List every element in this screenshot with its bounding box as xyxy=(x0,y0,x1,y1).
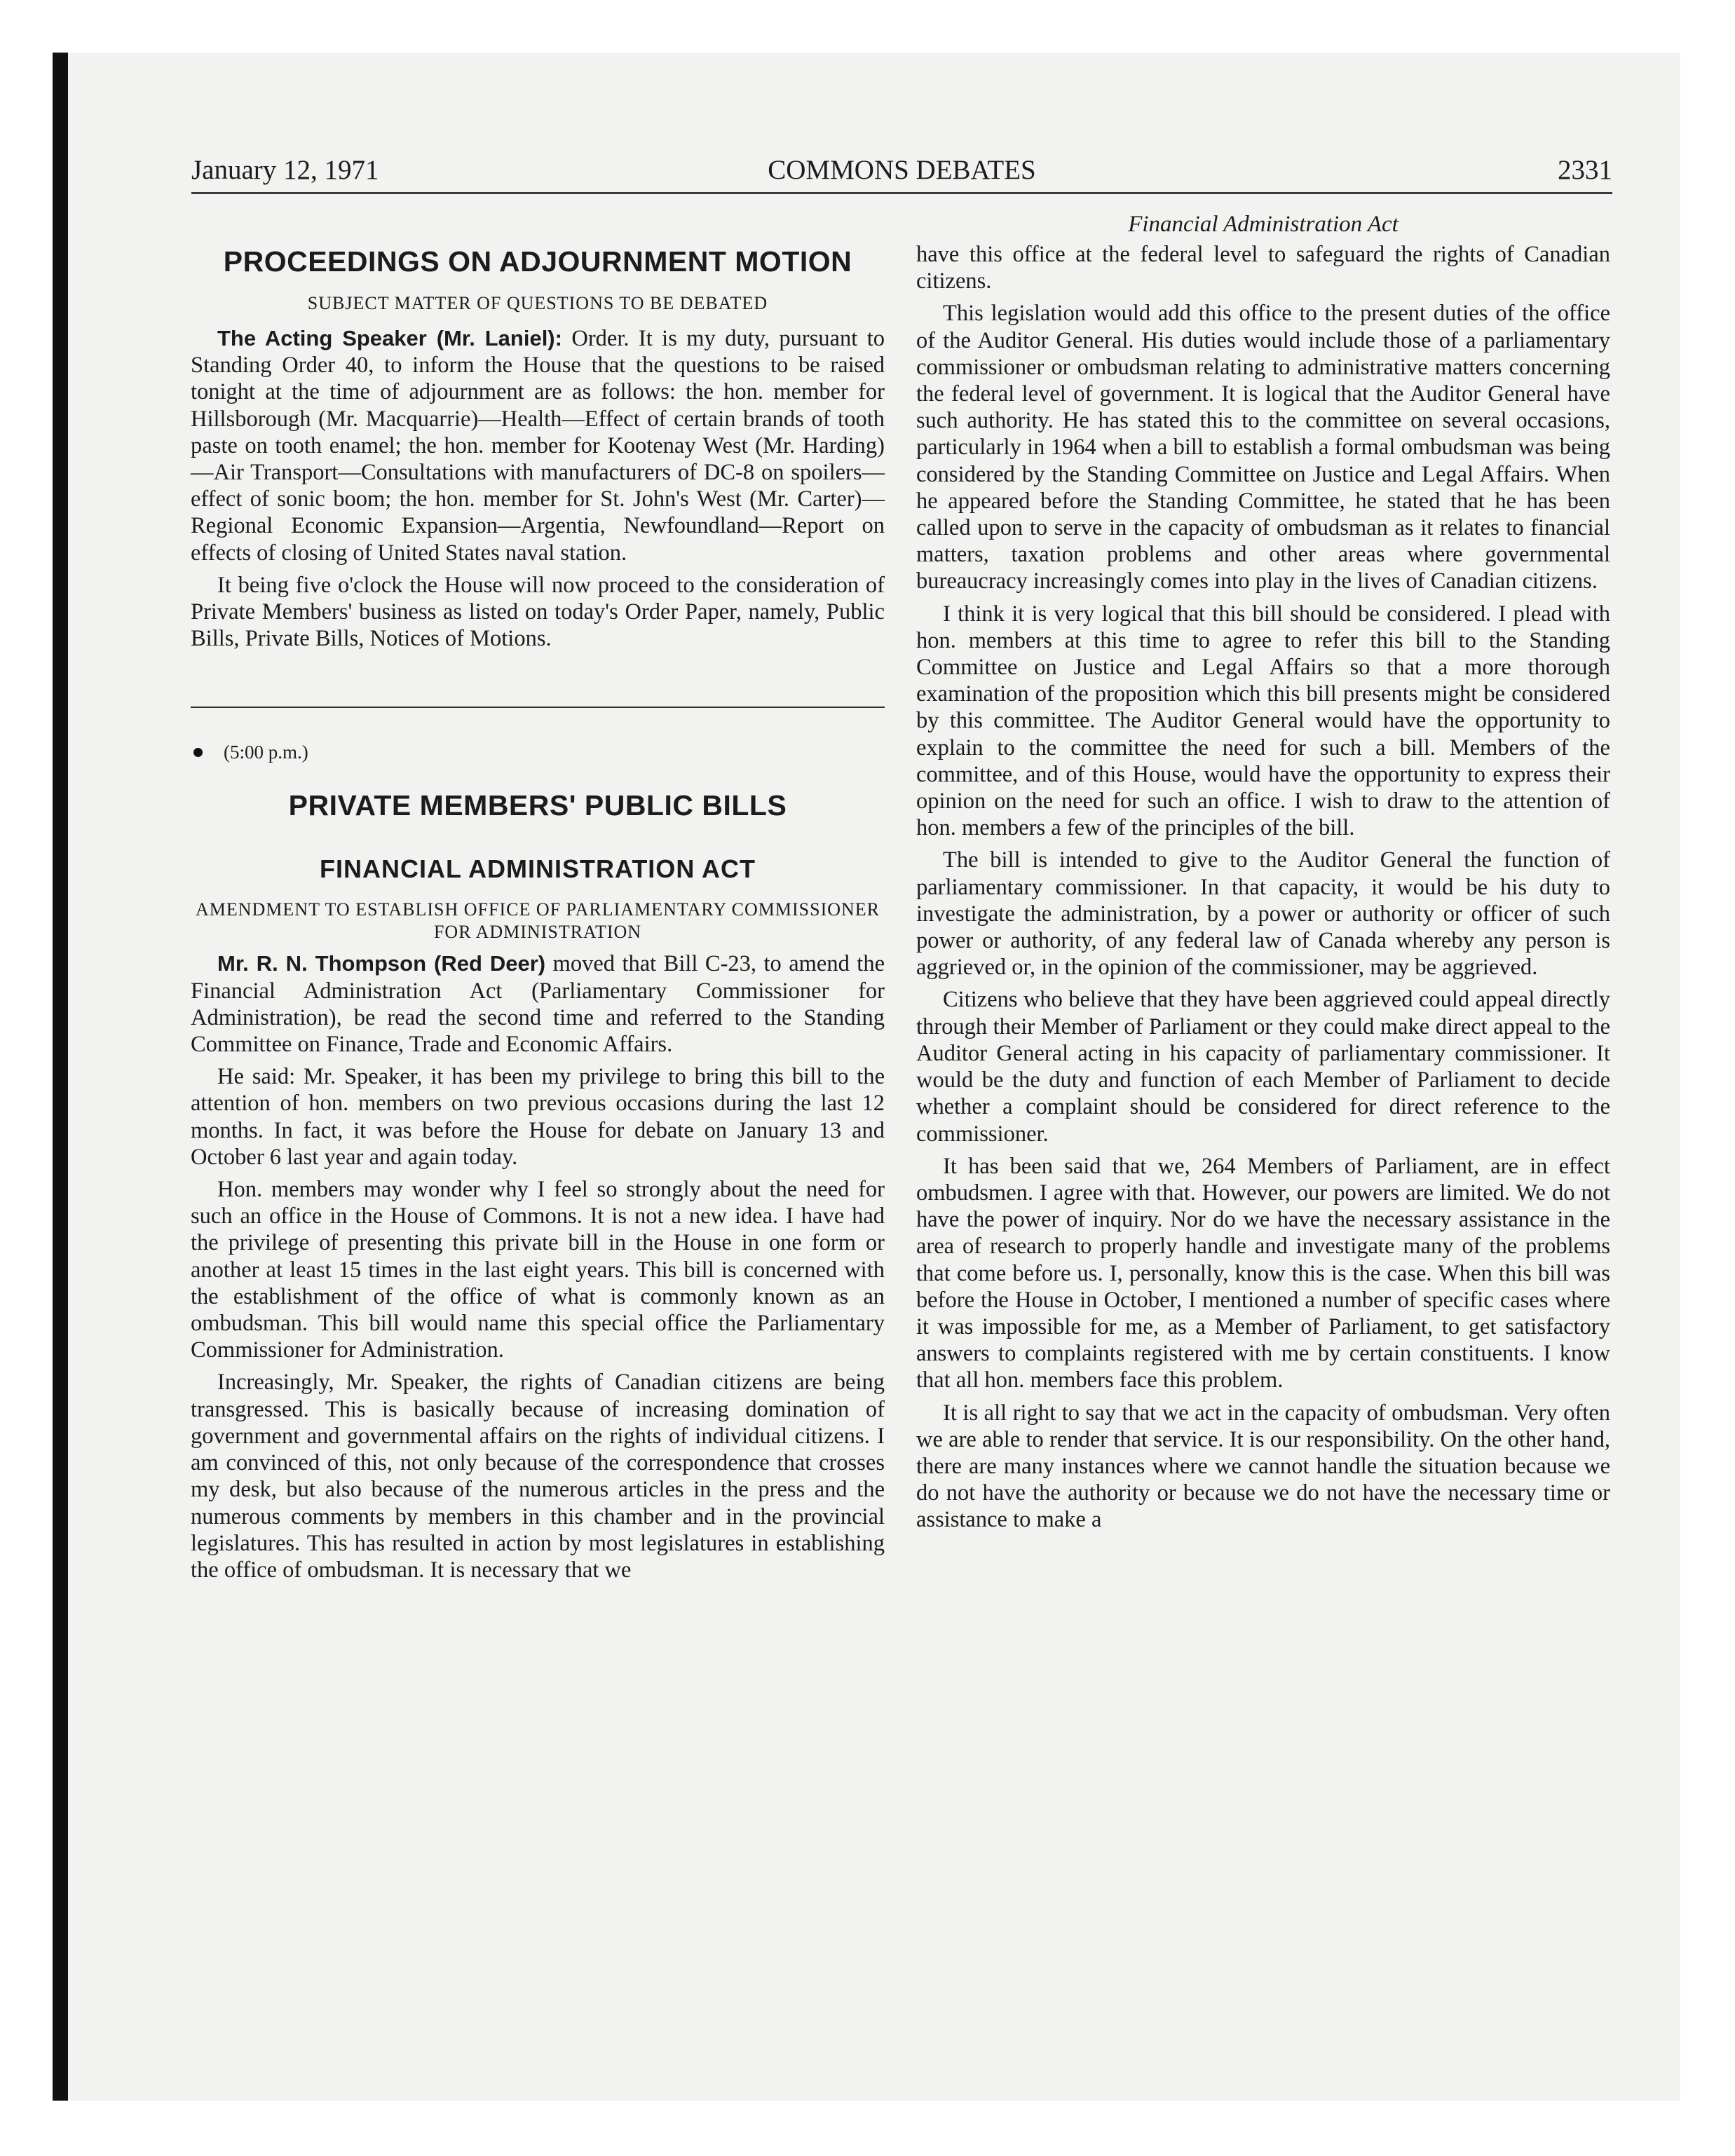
scan-edge xyxy=(53,53,68,2101)
speaker-name: Mr. R. N. Thompson (Red Deer) xyxy=(217,951,546,976)
paragraph-text: Order. It is my duty, pursuant to Standing Order 40, to inform the House that the questions to be raised tonight at the time of adjournment are as follows: the hon. member for Hillsborough (Mr. Macquarrie)—Health—Effect of certain brands of tooth paste on tooth enamel; the hon. member for Kootenay West (Mr. Harding)—Air Transport—Consultations with manufacturers of DC-8 on spoilers—effect of sonic boom; the hon. member for St. John's West (Mr. Carter)—Regional Economic Expansion—Argentia, Newfoundland—Report on effects of closing of United States naval station. xyxy=(191,326,885,566)
bullet-icon xyxy=(193,748,203,757)
paragraph xyxy=(191,950,885,1058)
paragraph: The bill is intended to give to the Auditor General the function of parliamentary commissioner. In that capacity, it would be his duty to investigate the administration, by a power or authority or officer of such power or authority, of any federal law of Canada whereby any person is aggrieved or, in the opinion of the commissioner, may be aggrieved. xyxy=(916,847,1610,981)
paragraph: I think it is very logical that this bill should be considered. I plead with hon. members at this time to agree to refer this bill to the Standing Committee on Justice and Legal Affairs so that a more thorough examination of the proposition which this bill presents might be considered by this committee. The Auditor General would have the opportunity to explain to the committee the need for such a bill. Members of the committee, and of this House, would have the opportunity to express their opinion on the need for such an office. I wish to draw to the attention of hon. members a few of the principles of the bill. xyxy=(916,601,1610,841)
right-column xyxy=(916,210,1610,1539)
amendment-line: AMENDMENT TO ESTABLISH OFFICE OF PARLIAMENTARY COMMISSIONER FOR ADMINISTRATION xyxy=(195,899,880,943)
time-marker xyxy=(191,740,885,764)
time-text: (5:00 p.m.) xyxy=(224,742,308,763)
header-title: COMMONS DEBATES xyxy=(768,155,1036,185)
paragraph: It has been said that we, 264 Members of Parliament, are in effect ombudsmen. I agree with that. However, our powers are limited. We do not have the power of inquiry. Nor do we have the necessary assistance in the area of research to properly handle and investigate many of the problems that come before us. I, personally, know this is the case. When this bill was before the House in October, I mentioned a number of specific cases where it was impossible for me, as a Member of Parliament, to get satisfactory answers to complaints registered with me by certain constituents. I know that all hon. members face this problem. xyxy=(916,1153,1610,1393)
header-date: January 12, 1971 xyxy=(191,155,379,185)
paragraph: It being five o'clock the House will now proceed to the consideration of Private Members' business as listed on today's Order Paper, namely, Public Bills, Private Bills, Notices of Motions. xyxy=(191,572,885,652)
paragraph xyxy=(191,325,885,566)
speaker-name: The Acting Speaker (Mr. Laniel): xyxy=(217,326,562,350)
act-heading: FINANCIAL ADMINISTRATION ACT xyxy=(320,854,756,884)
paragraph: have this office at the federal level to safeguard the rights of Canadian citizens. xyxy=(916,242,1610,294)
bills-heading: PRIVATE MEMBERS' PUBLIC BILLS xyxy=(288,789,787,822)
paragraph: It is all right to say that we act in the capacity of ombudsman. Very often we are able to render that service. It is our responsibility. On the other hand, there are many instances where we cannot handle the situation because we do not have the authority or because we do not have the necessary time or assistance to make a xyxy=(916,1400,1610,1533)
divider xyxy=(191,707,885,708)
subject-line: SUBJECT MATTER OF QUESTIONS TO BE DEBATED xyxy=(307,293,768,313)
header-page-number: 2331 xyxy=(1558,155,1612,185)
paragraph: Hon. members may wonder why I feel so strongly about the need for such an office in the House of Commons. It is not a new idea. I have had the privilege of presenting this private bill in the House in one form or another at least 15 times in the last eight years. This bill is concerned with the establishment of the office of what is commonly known as an ombudsman. This bill would name this special office the Parliamentary Commissioner for Administration. xyxy=(191,1177,885,1363)
paragraph: Citizens who believe that they have been aggrieved could appeal directly through their Member of Parliament or they could make direct appeal to the Auditor General acting in his capacity of parliamentary commissioner. It would be the duty and function of each Member of Parliament to decide whether a complaint should be considered for direct reference to the commissioner. xyxy=(916,987,1610,1147)
paragraph: This legislation would add this office to the present duties of the office of the Auditor General. His duties would include those of a parliamentary commissioner or ombudsman relating to administrative matters concerning the federal level of government. It is logical that the Auditor General have such authority. He has stated this to the committee on several occasions, particularly in 1964 when a bill to establish a formal ombudsman was being considered by the Standing Committee on Justice and Legal Affairs. When he appeared before the Standing Committee, he stated that he has been called upon to serve in the capacity of ombudsman as it relates to financial matters, taxation problems and other areas where governmental bureaucracy increasingly comes into play in the lives of Canadian citizens. xyxy=(916,301,1610,594)
paragraph: Increasingly, Mr. Speaker, the rights of Canadian citizens are being transgressed. This is basically because of increasing domination of government and governmental affairs on the rights of individual citizens. I am convinced of this, not only because of the correspondence that crosses my desk, but also because of the numerous articles in the press and the numerous comments by members in this chamber and in the provincial legislatures. This has resulted in action by most legislatures in establishing the office of ombudsman. It is necessary that we xyxy=(191,1370,885,1583)
left-column xyxy=(191,245,885,1589)
running-head: Financial Administration Act xyxy=(1128,212,1399,237)
paragraph-text: moved that Bill C-23, to amend the Financial Administration Act (Parliamentary Commissioner for Administration), be read the second time and referred to the Standing Committee on Finance, Trade and Economic Affairs. xyxy=(191,951,885,1058)
paragraph: He said: Mr. Speaker, it has been my privilege to bring this bill to the attention of hon. members on two previous occasions during the last 12 months. In fact, it was before the House for debate on January 13 and October 6 last year and again today. xyxy=(191,1064,885,1170)
page-header xyxy=(191,153,1612,194)
section-heading: PROCEEDINGS ON ADJOURNMENT MOTION xyxy=(223,245,852,278)
